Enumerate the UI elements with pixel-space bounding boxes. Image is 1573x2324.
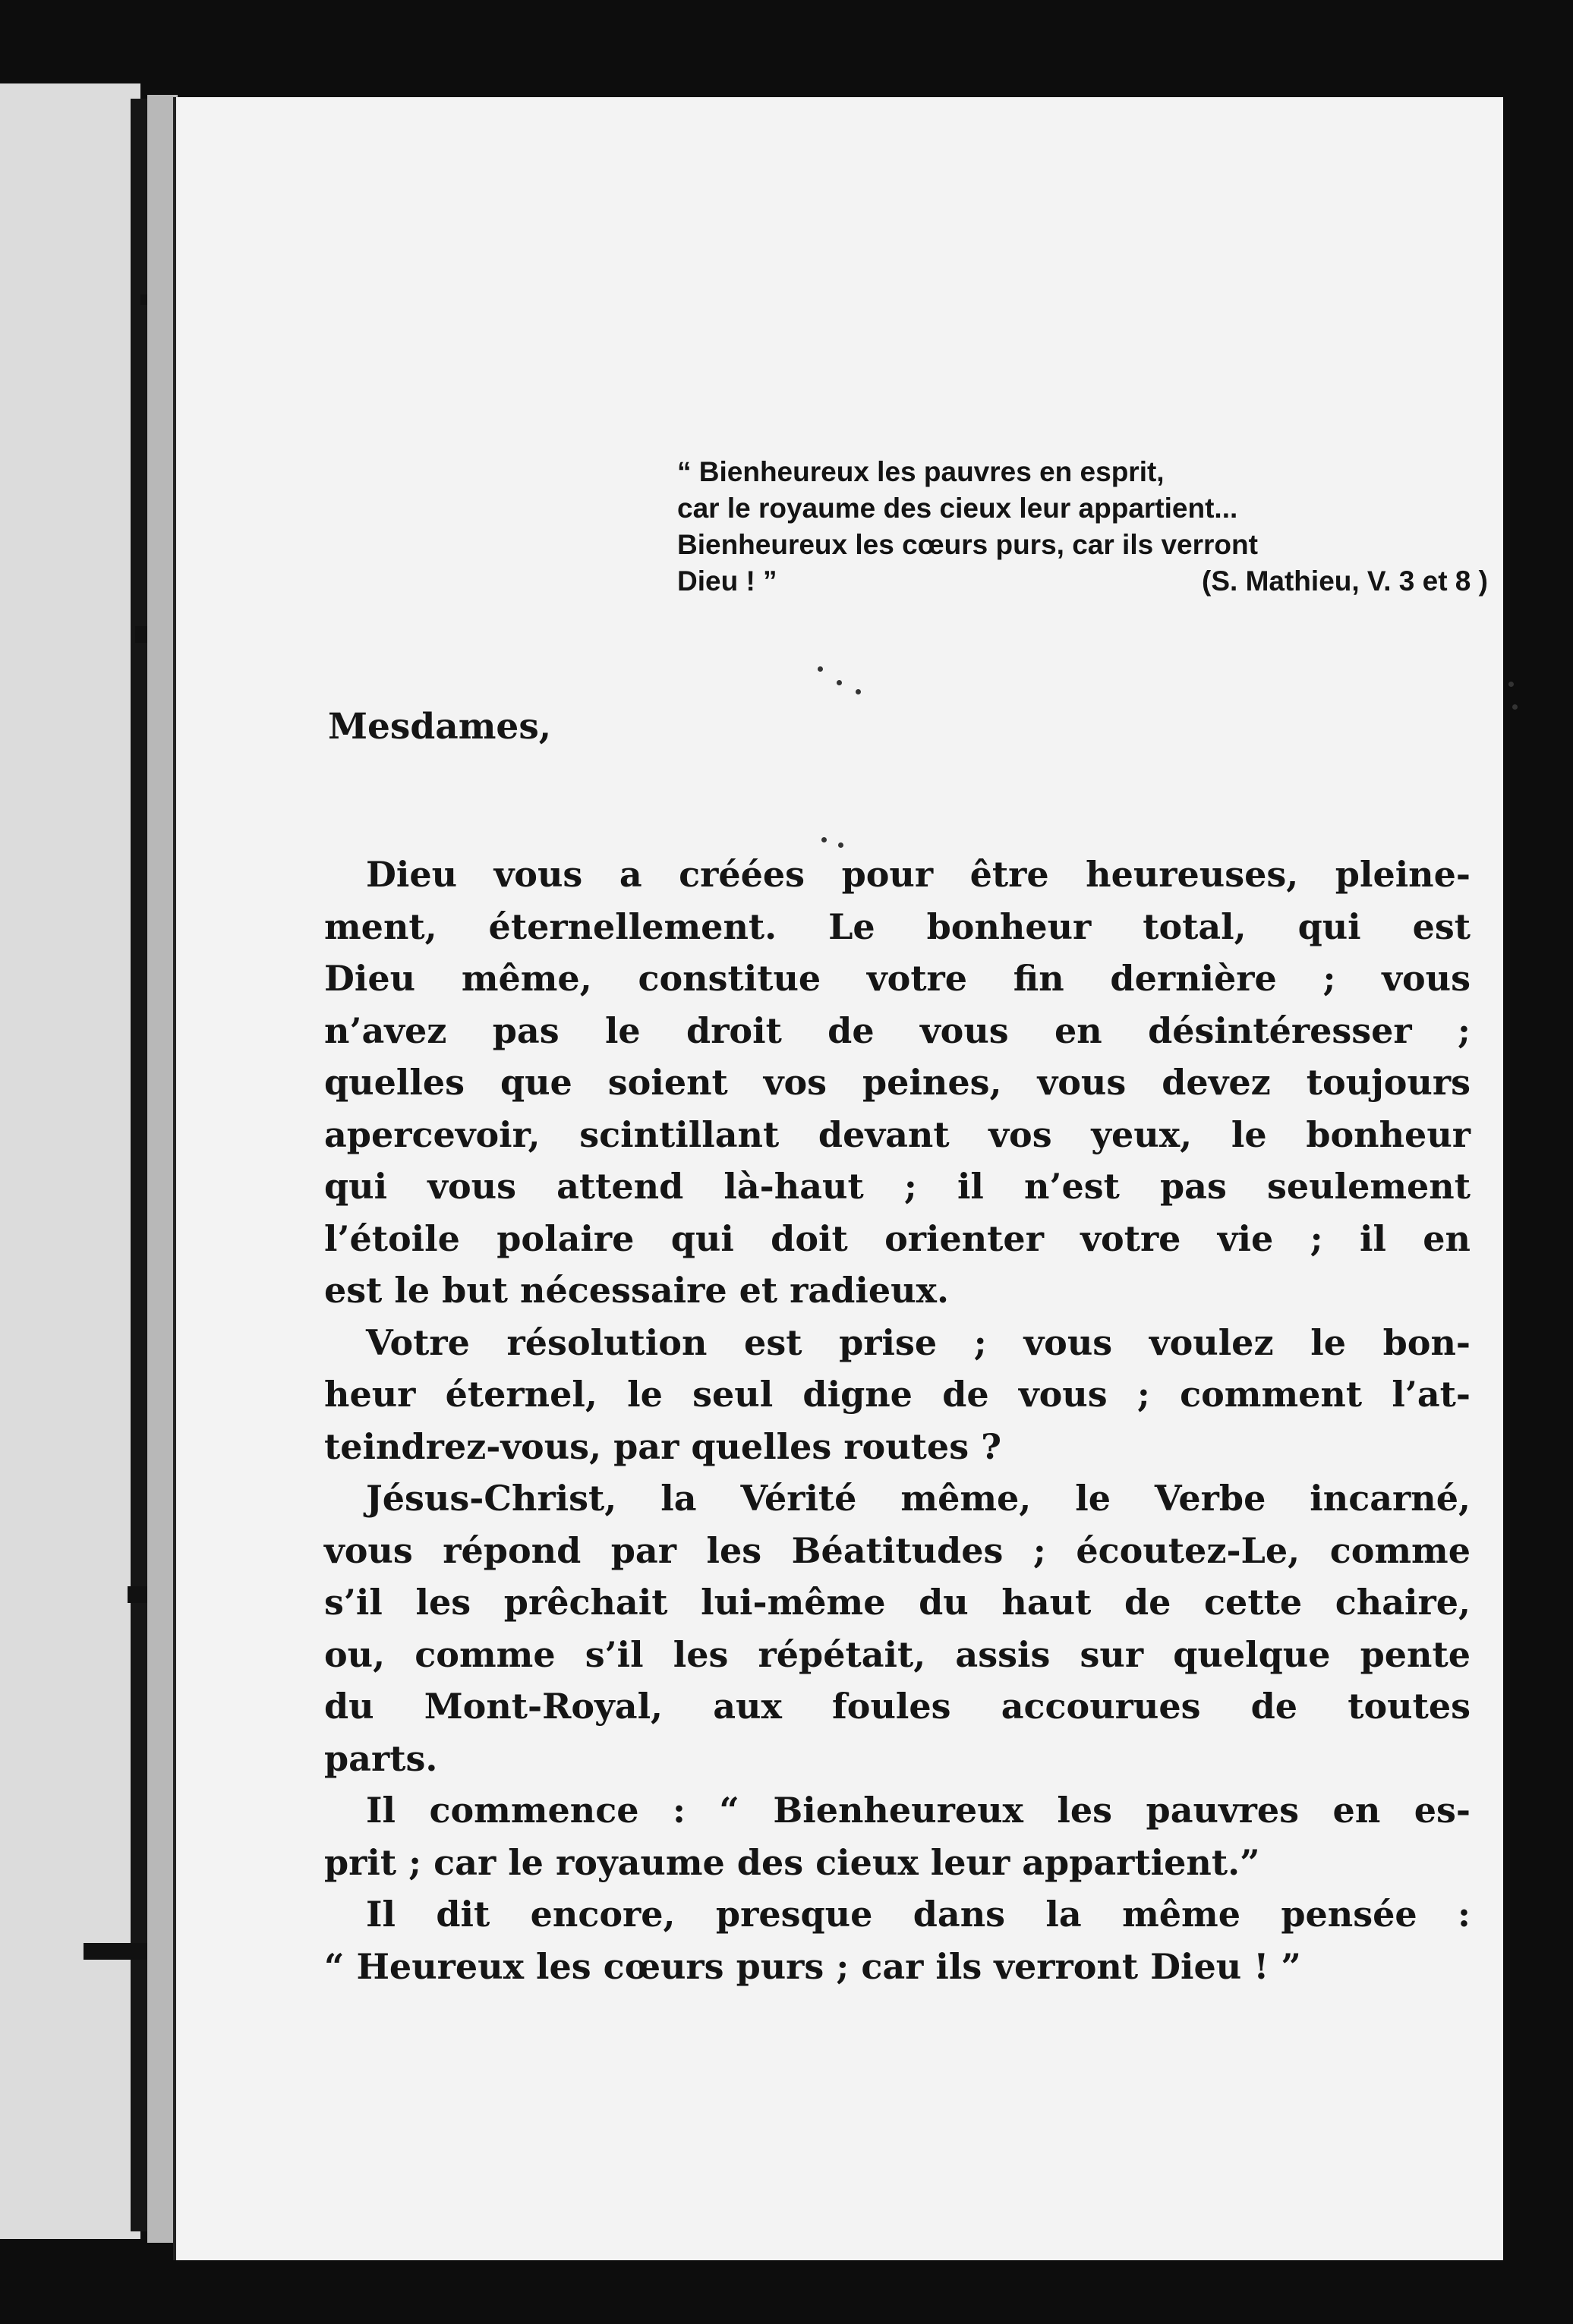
scan-speck [838,842,843,848]
epigraph-line: Bienheureux les cœurs purs, car ils verront [677,529,1258,560]
text-line: “ Heureux les cœurs purs ; car ils verront Dieu ! ” [324,1945,1301,1987]
book-page [173,97,1503,2260]
epigraph-line-end: Dieu ! ” [677,565,777,597]
paragraph [324,1784,1471,1888]
text-line: l’étoile polaire qui doit orienter votre vie ; il en [324,1217,1471,1259]
epigraph-last-line [677,563,1505,600]
scan-speck [818,666,823,672]
scan-speck [856,689,861,694]
text-line: Il dit encore, presque dans la même pensée : [366,1894,1471,1935]
paragraph [324,849,1471,1317]
text-line: n’avez pas le droit de vous en désintéresser ; [324,1009,1471,1051]
text-line: est le but nécessaire et radieux. [324,1270,949,1311]
epigraph-line: “ Bienheureux les pauvres en esprit, [677,456,1165,487]
text-line: heur éternel, le seul digne de vous ; comment l’at- [324,1374,1471,1415]
epigraph [677,454,1505,600]
text-line: ment, éternellement. Le bonheur total, qui est [324,905,1471,947]
scan-speck [1512,704,1518,710]
scan-speck [1508,682,1514,687]
text-line: qui vous attend là-haut ; il n’est pas seulement [324,1166,1471,1207]
text-line: Jésus-Christ, la Vérité même, le Verbe incarné, [366,1478,1471,1519]
paragraph [324,1317,1471,1473]
text-line: du Mont-Royal, aux foules accourues de toutes [324,1686,1471,1727]
book-spine-edge [131,99,147,2231]
body-text [324,849,1471,1992]
text-line: Dieu même, constitue votre fin dernière ; vous [324,958,1471,999]
text-line: ou, comme s’il les répétait, assis sur quelque pente [324,1633,1471,1675]
binding-clip [84,1943,152,1960]
scan-speck [837,680,842,685]
epigraph-citation: (S. Mathieu, V. 3 et 8 ) [1202,565,1488,597]
text-line: teindrez-vous, par quelles routes ? [324,1425,1002,1467]
text-line: apercevoir, scintillant devant vos yeux, le bonheur [324,1113,1471,1155]
text-line: parts. [324,1737,438,1779]
salutation: Mesdames, [328,706,552,748]
paragraph [324,1888,1471,1992]
text-line: s’il les prêchait lui-même du haut de cette chaire, [324,1582,1471,1623]
text-line: Dieu vous a créées pour être heureuses, pleine- [366,854,1471,895]
scan-speck [821,837,827,842]
text-line: quelles que soient vos peines, vous devez toujours [324,1062,1471,1103]
left-page-fragment [0,83,140,2239]
text-line: Il commence : “ Bienheureux les pauvres en es- [366,1790,1471,1831]
text-line: prit ; car le royaume des cieux leur appartient.” [324,1841,1260,1883]
text-line: vous répond par les Béatitudes ; écoutez-Le, comme [324,1529,1471,1571]
text-line: Votre résolution est prise ; vous voulez le bon- [366,1321,1471,1363]
epigraph-line: car le royaume des cieux leur appartient... [677,493,1238,524]
paragraph [324,1472,1471,1784]
